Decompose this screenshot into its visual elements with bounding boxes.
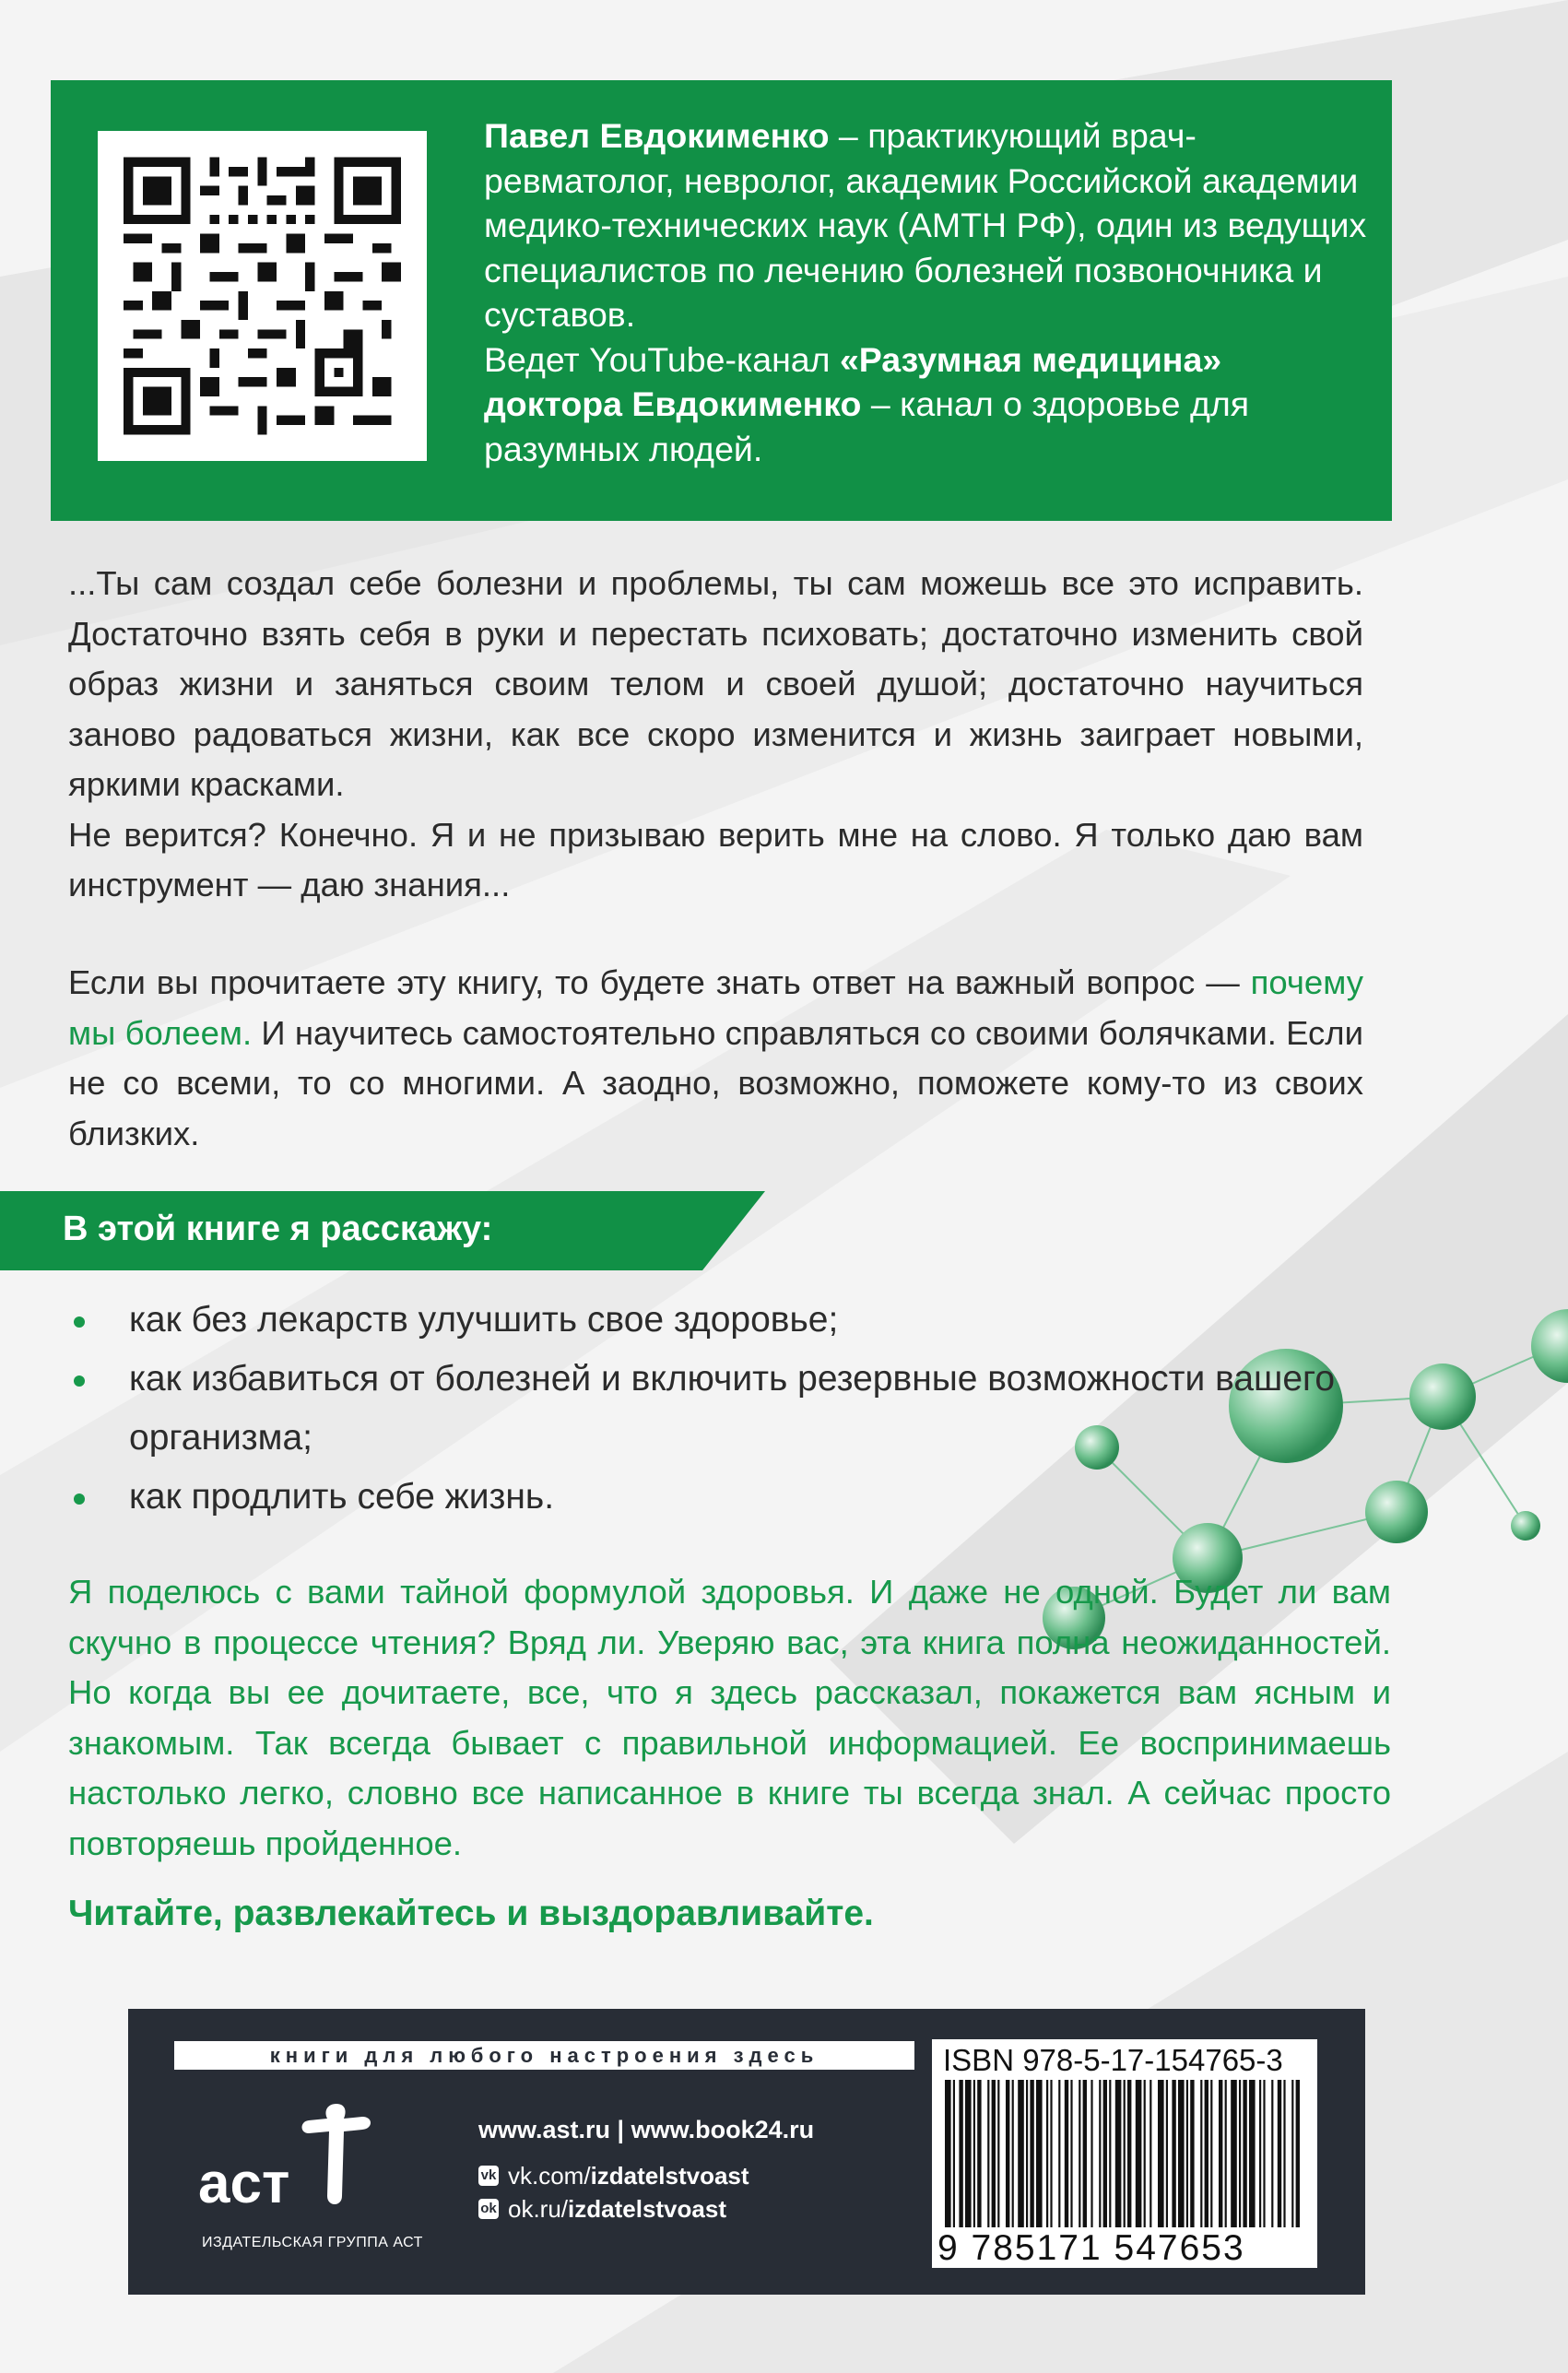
list-item [68, 1291, 1414, 1350]
bullet-text: как избавиться от болезней и включить резервные возможности вашего организма; [129, 1359, 1336, 1458]
website-links[interactable]: www.ast.ru | www.book24.ru [478, 2116, 815, 2143]
intro-highlight: почему мы болеем. [68, 963, 1363, 1052]
quote-block [68, 559, 1363, 911]
green-paragraph: Я поделюсь с вами тайной формулой здоровья. И даже не одной. Будет ли вам скучно в процессе чтения? Вряд ли. Уверяю вас, эта книга полна неожиданностей. Но когда вы ее дочитаете, все, что я здесь рассказал, покажется вам ясным и знакомым. Так всегда бывает с правильной информацией. Ее воспринимаешь настолько легко, словно все написанное в книге ты всегда знал. А сейчас просто повторяешь пройденное. [68, 1573, 1391, 1862]
isbn-label: ISBN 978-5-17-154765-3 [943, 2043, 1283, 2077]
bullet-text: как продлить себе жизнь. [129, 1477, 555, 1517]
quote-paragraph-2: Не верится? Конечно. Я и не призываю верить мне на слово. Я только даю вам инструмент — даю знания... [68, 815, 1363, 903]
isbn-digits: 9 785171 547653 [937, 2228, 1245, 2268]
author-bio [484, 113, 1369, 471]
bullet-dot-icon [74, 1316, 85, 1328]
bullet-list [68, 1291, 1414, 1527]
channel-name: «Разумная медицина» доктора Евдокименко [484, 339, 1222, 423]
section-banner [0, 1191, 765, 1270]
bullet-dot-icon [74, 1375, 85, 1387]
publisher-slogan: книги для любого настроения здесь [174, 2041, 914, 2070]
qr-code[interactable] [98, 131, 427, 461]
banner-title: В этой книге я расскажу: [63, 1210, 493, 1248]
ast-logo-text: аст [198, 2152, 290, 2215]
publisher-panel [128, 2009, 1365, 2295]
intro-paragraph [68, 958, 1363, 1159]
author-info-box [51, 80, 1392, 521]
qr-code-icon [124, 157, 401, 435]
list-item [68, 1468, 1414, 1527]
publisher-name: ИЗДАТЕЛЬСКАЯ ГРУППА АСТ [202, 2235, 423, 2250]
vk-icon: vk [478, 2166, 499, 2186]
author-name: Павел Евдокименко [484, 116, 830, 155]
barcode-icon [941, 2080, 1308, 2227]
publisher-links [478, 2113, 814, 2225]
isbn-barcode-box [932, 2039, 1317, 2268]
ast-logo [198, 2096, 383, 2225]
intro-prefix: Если вы прочитаете эту книгу, то будете знать ответ на важный вопрос — [68, 963, 1251, 1001]
closing-line: Читайте, развлекайтесь и выздоравливайте. [68, 1894, 874, 1933]
bullet-dot-icon [74, 1493, 85, 1505]
ok-icon: ok [478, 2199, 499, 2219]
channel-prefix: Ведет YouTube-канал [484, 339, 840, 379]
vk-link[interactable]: vk vk.com/ izdatelstvoast [478, 2159, 814, 2192]
intro-suffix: И научитесь самостоятельно справляться со своими болячками. Если не со всеми, то со многими. А заодно, возможно, поможете кому-то из своих близких. [68, 1013, 1363, 1152]
ok-link[interactable]: ok ok.ru/ izdatelstvoast [478, 2192, 814, 2225]
bullet-text: как без лекарств улучшить свое здоровье; [129, 1300, 839, 1340]
list-item [68, 1350, 1456, 1468]
channel-suffix: – канал о здоровье для разумных людей. [484, 384, 1250, 468]
author-bio-text: – практикующий врач-ревматолог, невролог, академик Российской академии медико-технических наук (АМТН РФ), один из ведущих специалистов по лечению болезней позвоночника и суставов. [484, 116, 1367, 334]
quote-paragraph-1: ...Ты сам создал себе болезни и проблемы, ты сам можешь все это исправить. Достаточно взять себя в руки и перестать психовать; достаточно изменить свой образ жизни и заняться своим телом и своей душой; достаточно научиться заново радоваться жизни, как все скоро изменится и жизнь заиграет новыми, яркими красками. [68, 564, 1363, 803]
